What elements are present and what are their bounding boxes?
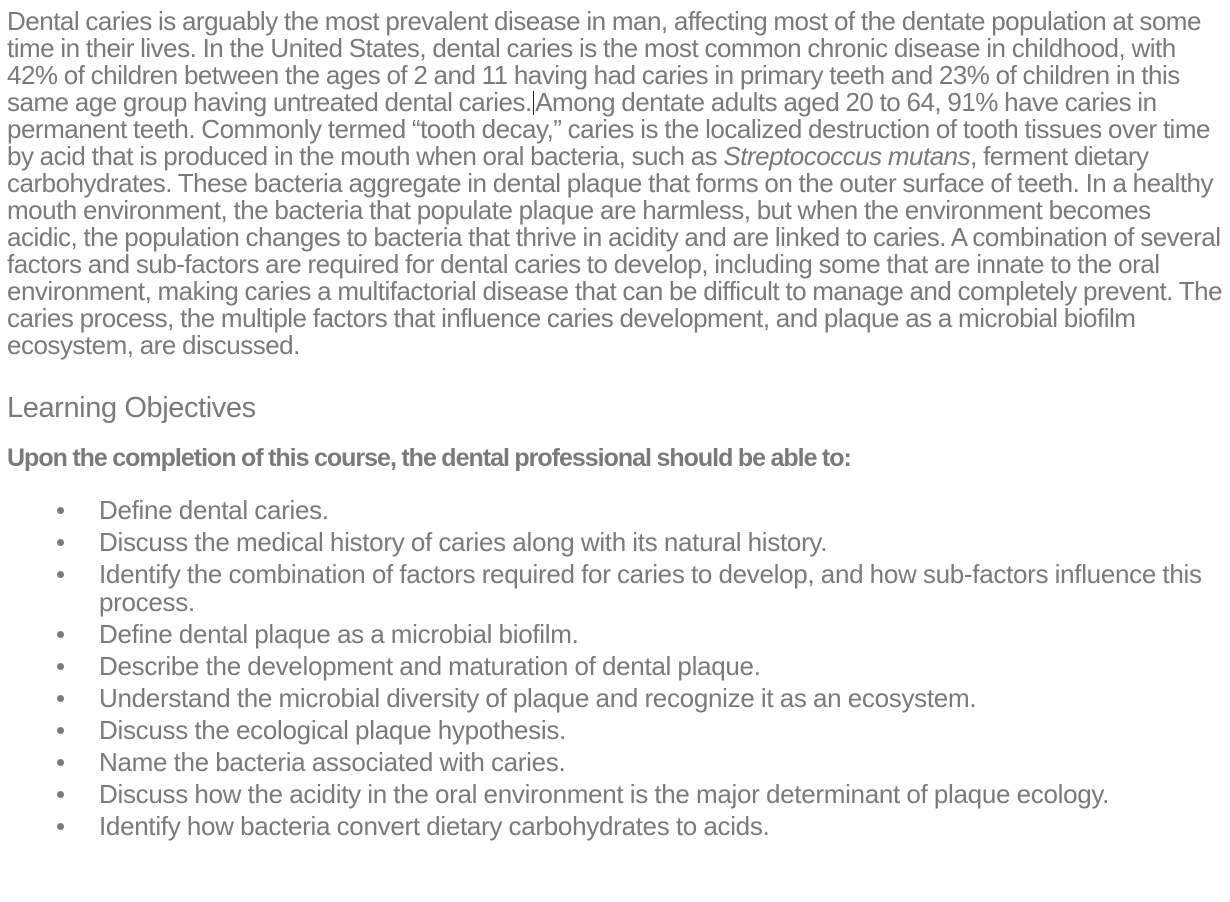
intro-paragraph <box>7 8 1225 359</box>
intro-text-part-3: , ferment dietary carbohydrates. These bacteria aggregate in dental plaque that forms on the outer surface of teeth. In a healthy mouth environment, the bacteria that populate plaque are harmless, but when the environment becomes acidic, the population changes to bacteria that thrive in acidity and are linked to caries. A combination of several factors and sub-factors are required for dental caries to develop, including some that are innate to the oral environment, making caries a multifactorial disease that can be difficult to manage and completely prevent. The caries process, the multiple factors that influence caries development, and plaque as a microbial biofilm ecosystem, are discussed. <box>7 141 1223 360</box>
objective-item <box>7 748 1225 776</box>
objective-text: Identify how bacteria convert dietary carbohydrates to acids. <box>99 811 770 841</box>
bullet-icon <box>57 631 64 638</box>
bullet-icon <box>57 823 64 830</box>
bullet-icon <box>57 663 64 670</box>
section-heading: Learning Objectives <box>7 392 256 424</box>
objective-text: Describe the development and maturation of dental plaque. <box>99 651 761 681</box>
bullet-icon <box>57 571 64 578</box>
bullet-icon <box>57 539 64 546</box>
objective-item <box>7 620 1225 648</box>
species-name: Streptococcus mutans <box>723 141 971 171</box>
bullet-icon <box>57 507 64 514</box>
objective-text: Name the bacteria associated with caries. <box>99 747 566 777</box>
objective-item <box>7 684 1225 712</box>
intro-text-part-1: Dental caries is arguably the most prevalent disease in man, affecting most of the dentate population at some time in their lives. In the United States, dental caries is the most common chronic disease in childhood, with 42% of children between the ages of 2 and 11 having had caries in primary teeth and 23% of children in this same age group having untreated dental caries. <box>7 6 1201 117</box>
objective-text: Understand the microbial diversity of plaque and recognize it as an ecosystem. <box>99 683 977 713</box>
objectives-list <box>7 496 1225 840</box>
text-cursor <box>533 91 535 115</box>
objective-item <box>7 652 1225 680</box>
bullet-icon <box>57 759 64 766</box>
objective-item <box>7 496 1225 524</box>
objective-text: Identify the combination of factors required for caries to develop, and how sub-factors influence this process. <box>99 559 1202 617</box>
objective-item <box>7 560 1225 616</box>
objective-text: Define dental plaque as a microbial biofilm. <box>99 619 579 649</box>
intro-text-part-2: Among dentate adults aged 20 to 64, 91% have caries in permanent teeth. Commonly termed “tooth decay,” caries is the localized destruction of tooth tissues over time by acid that is produced in the mouth when oral bacteria, such as <box>7 87 1210 171</box>
objective-text: Discuss the ecological plaque hypothesis. <box>99 715 566 745</box>
document-body <box>7 8 1225 844</box>
objective-item <box>7 812 1225 840</box>
bullet-icon <box>57 791 64 798</box>
objective-text: Discuss how the acidity in the oral environment is the major determinant of plaque ecology. <box>99 779 1110 809</box>
bullet-icon <box>57 695 64 702</box>
bullet-icon <box>57 727 64 734</box>
objective-text: Discuss the medical history of caries along with its natural history. <box>99 527 828 557</box>
objective-item <box>7 780 1225 808</box>
objective-item <box>7 716 1225 744</box>
objectives-intro: Upon the completion of this course, the dental professional should be able to: <box>7 444 851 472</box>
objective-item <box>7 528 1225 556</box>
objective-text: Define dental caries. <box>99 495 329 525</box>
